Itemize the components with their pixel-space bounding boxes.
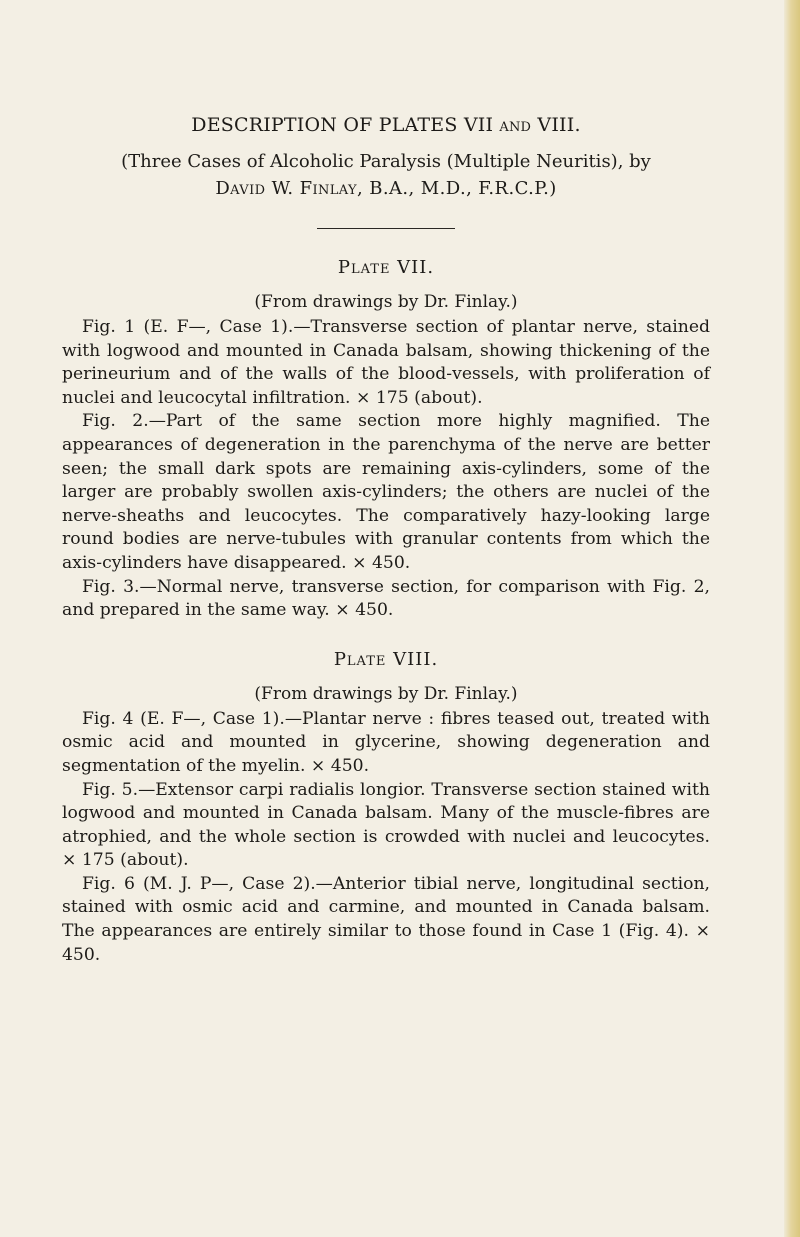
fig-6-description: Fig. 6 (M. J. P—, Case 2).—Anterior tibial nerve, longitudinal section, stained with osmic acid and carmine, and mounted in Canada balsam. The appearances are entirely similar to those found in Case 1 (Fig. 4). × 450. <box>62 873 710 965</box>
title-end: VIII. <box>531 114 581 136</box>
plate-viii-heading: Plate VIII. <box>333 648 439 670</box>
page-content <box>62 114 710 967</box>
subtitle <box>62 148 710 202</box>
fig-2-description: Fig. 2.—Part of the same section more highly magnified. The appearances of degeneration in the parenchyma of the nerve are better seen; the small dark spots are remaining axis-cylinders, some of the larger are probably swollen axis-cylinders; the others are nuclei of the nerve-sheaths and leucocytes. The comparatively hazy-looking large round bodies are nerve-tubules with granular contents from which the axis-cylinders have disappeared. × 450. <box>62 411 710 573</box>
plate-vii-heading: Plate VII. <box>337 257 435 278</box>
title-main: DESCRIPTION OF PLATES VII <box>191 114 500 136</box>
fig-3-description: Fig. 3.—Normal nerve, transverse section, for comparison with Fig. 2, and prepared in the same way. × 450. <box>62 576 710 621</box>
page-edge <box>784 0 800 1237</box>
fig-4-description: Fig. 4 (E. F—, Case 1).—Plantar nerve : fibres teased out, treated with osmic acid and mounted in glycerine, showing degeneration and segmentation of the myelin. × 450. <box>62 708 710 776</box>
title-and: AND <box>499 120 532 135</box>
subtitle-line: (Three Cases of Alcoholic Paralysis (Multiple Neuritis), by <box>121 151 651 172</box>
plate-vii-source: (From drawings by Dr. Finlay.) <box>254 292 518 312</box>
page-title <box>62 114 710 136</box>
author-line: David W. Finlay, B.A., M.D., F.R.C.P.) <box>215 178 557 199</box>
fig-1-description: Fig. 1 (E. F—, Case 1).—Transverse section of plantar nerve, stained with logwood and mounted in Canada balsam, showing thickening of the perineurium and of the walls of the blood-vessels, with proliferation of nuclei and leucocytal infiltration. × 175 (about). <box>62 317 710 408</box>
plate-viii-source: (From drawings by Dr. Finlay.) <box>254 683 518 704</box>
fig-5-description: Fig. 5.—Extensor carpi radialis longior. Transverse section stained with logwood and mounted in Canada balsam. Many of the muscle-fibres are atrophied, and the whole section is crowded with nuclei and leucocytes. × 175 (about). <box>62 779 710 871</box>
divider-rule <box>317 228 455 229</box>
